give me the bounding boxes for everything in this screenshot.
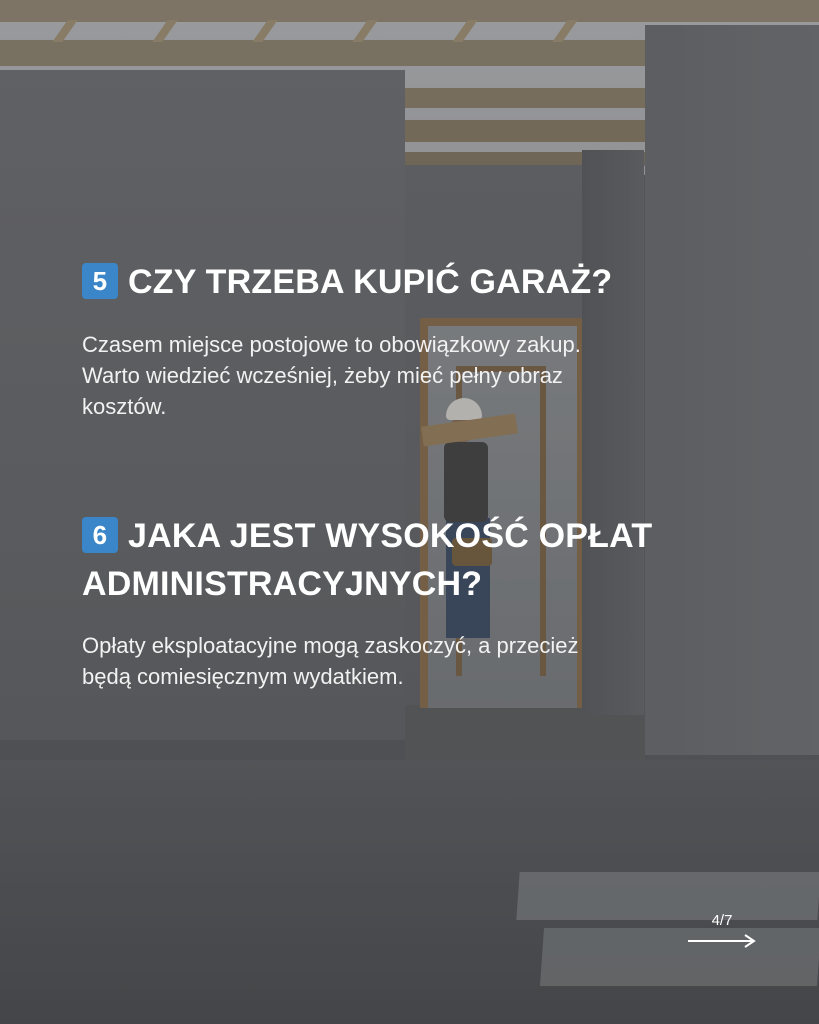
section-body	[82, 630, 672, 692]
body-line: będą comiesięcznym wydatkiem.	[82, 664, 404, 689]
number-badge: 5	[82, 263, 118, 299]
body-line: Warto wiedzieć wcześniej, żeby mieć pełny obraz	[82, 363, 563, 388]
number-badge: 6	[82, 517, 118, 553]
section-6	[82, 512, 742, 692]
section-body	[82, 329, 682, 422]
body-line: kosztów.	[82, 394, 167, 419]
page-total: 7	[724, 912, 733, 929]
section-heading	[82, 258, 742, 306]
page-indicator	[687, 912, 757, 949]
arrow-right-icon[interactable]	[687, 933, 757, 949]
page-number	[687, 912, 757, 929]
body-line: Opłaty eksploatacyjne mogą zaskoczyć, a przecież	[82, 633, 579, 658]
section-heading	[82, 512, 742, 608]
heading-text: ADMINISTRACYJNYCH?	[82, 565, 483, 603]
page-current: 4	[711, 912, 720, 929]
section-5	[82, 258, 742, 422]
heading-text: JAKA JEST WYSOKOŚĆ OPŁAT	[128, 517, 653, 555]
body-line: Czasem miejsce postojowe to obowiązkowy zakup.	[82, 332, 581, 357]
page-separator: /	[719, 912, 725, 929]
heading-text: CZY TRZEBA KUPIĆ GARAŻ?	[128, 263, 613, 301]
